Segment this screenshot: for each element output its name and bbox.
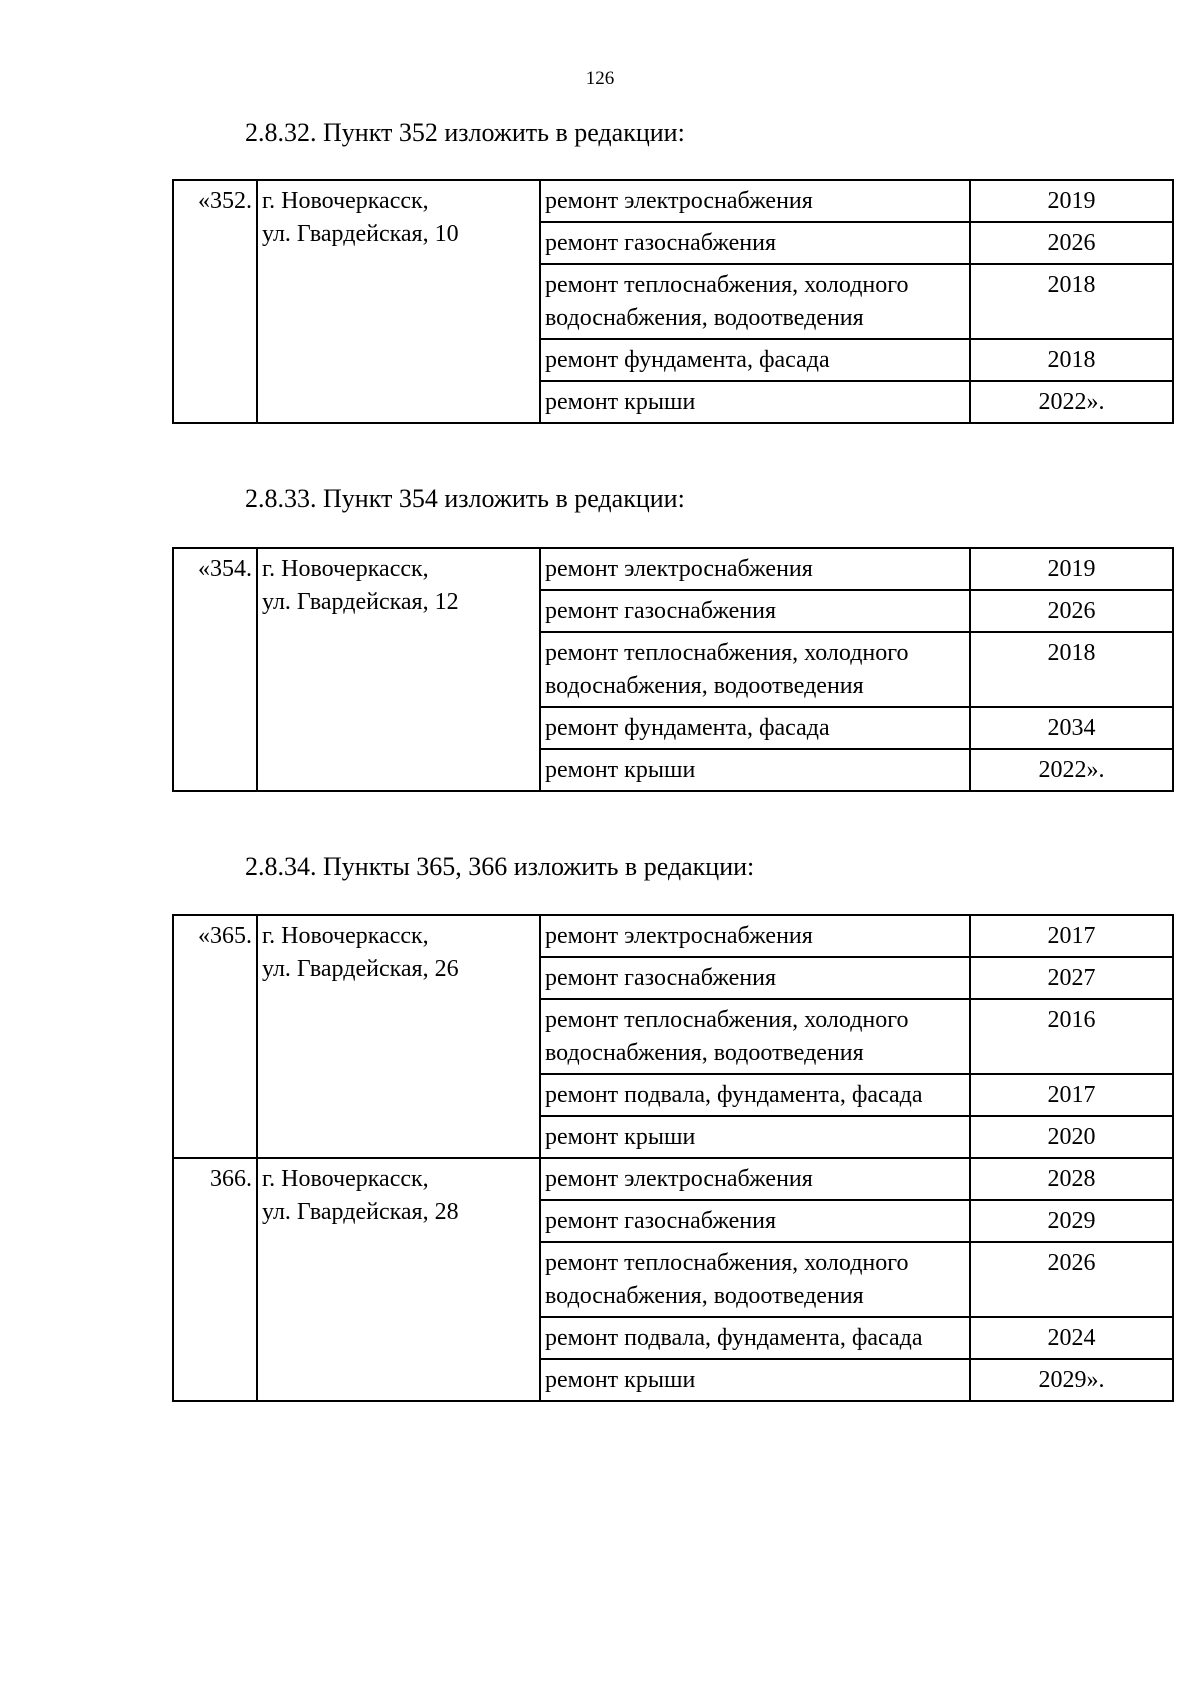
- work-type: ремонт газоснабжения: [540, 957, 970, 999]
- work-type: ремонт газоснабжения: [540, 590, 970, 632]
- work-type: ремонт подвала, фундамента, фасада: [540, 1074, 970, 1116]
- work-type: ремонт электроснабжения: [540, 180, 970, 222]
- work-type: ремонт фундамента, фасада: [540, 707, 970, 749]
- entry-number: 366.: [173, 1158, 257, 1401]
- work-year: 2018: [970, 339, 1173, 381]
- entry-address: [257, 1158, 540, 1401]
- repair-schedule-table: [172, 179, 1174, 424]
- work-year: 2026: [970, 1242, 1173, 1317]
- work-type: ремонт крыши: [540, 1116, 970, 1158]
- work-type: ремонт газоснабжения: [540, 1200, 970, 1242]
- address-street: ул. Гвардейская, 10: [262, 221, 459, 247]
- address-street: ул. Гвардейская, 26: [262, 956, 459, 982]
- work-type: ремонт электроснабжения: [540, 915, 970, 957]
- address-street: ул. Гвардейская, 12: [262, 589, 459, 615]
- work-type: ремонт электроснабжения: [540, 1158, 970, 1200]
- work-type: ремонт теплоснабжения, холодного водоснабжения, водоотведения: [540, 999, 970, 1074]
- table-row: [173, 548, 1173, 590]
- work-type: ремонт крыши: [540, 749, 970, 791]
- work-year: 2028: [970, 1158, 1173, 1200]
- work-year: 2034: [970, 707, 1173, 749]
- work-type: ремонт подвала, фундамента, фасада: [540, 1317, 970, 1359]
- section-title: 2.8.34. Пункты 365, 366 изложить в редакции:: [245, 852, 755, 881]
- work-year: 2018: [970, 264, 1173, 339]
- work-year: 2017: [970, 1074, 1173, 1116]
- entry-number: «352.: [173, 180, 257, 423]
- entry-number: «365.: [173, 915, 257, 1158]
- entry-address: [257, 180, 540, 423]
- address-city: г. Новочеркасск,: [262, 556, 429, 582]
- work-year: 2026: [970, 222, 1173, 264]
- work-type: ремонт крыши: [540, 381, 970, 423]
- work-type: ремонт теплоснабжения, холодного водоснабжения, водоотведения: [540, 264, 970, 339]
- work-type: ремонт крыши: [540, 1359, 970, 1401]
- entry-number: «354.: [173, 548, 257, 791]
- work-year: 2016: [970, 999, 1173, 1074]
- work-type: ремонт теплоснабжения, холодного водоснабжения, водоотведения: [540, 632, 970, 707]
- work-type: ремонт электроснабжения: [540, 548, 970, 590]
- work-year: 2019: [970, 180, 1173, 222]
- table-row: [173, 1158, 1173, 1200]
- work-type: ремонт теплоснабжения, холодного водоснабжения, водоотведения: [540, 1242, 970, 1317]
- table-row: [173, 915, 1173, 957]
- work-year: 2027: [970, 957, 1173, 999]
- work-type: ремонт газоснабжения: [540, 222, 970, 264]
- address-street: ул. Гвардейская, 28: [262, 1199, 459, 1225]
- work-year: 2024: [970, 1317, 1173, 1359]
- table-row: [173, 180, 1173, 222]
- work-year: 2020: [970, 1116, 1173, 1158]
- address-city: г. Новочеркасск,: [262, 923, 429, 949]
- repair-schedule-table: [172, 914, 1174, 1402]
- repair-schedule-table: [172, 547, 1174, 792]
- work-year: 2022».: [970, 381, 1173, 423]
- page-number: 126: [585, 68, 615, 89]
- work-year: 2029: [970, 1200, 1173, 1242]
- work-year: 2026: [970, 590, 1173, 632]
- work-year: 2018: [970, 632, 1173, 707]
- work-year: 2029».: [970, 1359, 1173, 1401]
- entry-address: [257, 915, 540, 1158]
- work-year: 2019: [970, 548, 1173, 590]
- section-title: 2.8.33. Пункт 354 изложить в редакции:: [245, 484, 685, 513]
- section-title: 2.8.32. Пункт 352 изложить в редакции:: [245, 118, 685, 147]
- work-year: 2017: [970, 915, 1173, 957]
- entry-address: [257, 548, 540, 791]
- work-year: 2022».: [970, 749, 1173, 791]
- work-type: ремонт фундамента, фасада: [540, 339, 970, 381]
- address-city: г. Новочеркасск,: [262, 1166, 429, 1192]
- address-city: г. Новочеркасск,: [262, 188, 429, 214]
